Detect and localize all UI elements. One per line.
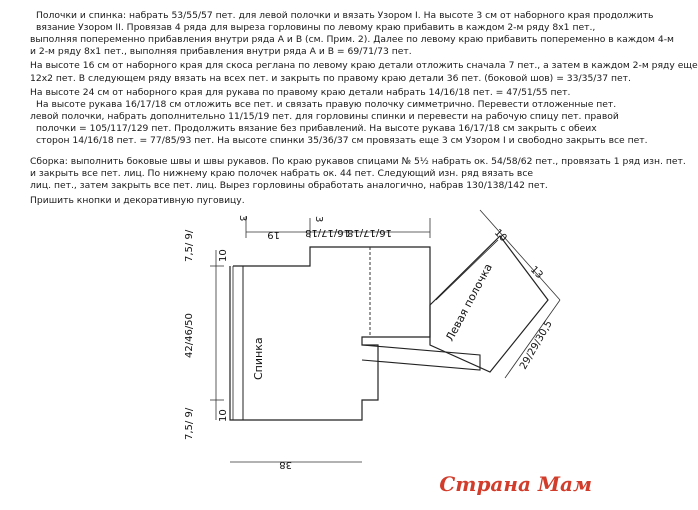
instruction-line-7: На высоте 24 см от наборного края для рукава по правому краю детали набрать 14/16/18 пет. = 47/51/55 пет. <box>30 87 571 98</box>
instruction-line-6: 12х2 пет. В следующем ряду вязать на всех пет. и закрыть по правому краю детали 36 пет. (боковой шов) = 33/35/37 пет. <box>30 73 631 84</box>
instruction-line-2: вязание Узором II. Провязав 4 ряда для выреза горловины по левому краю прибавить в каждом 2-м ряду 8х1 пет., <box>36 22 596 33</box>
instruction-line-15: Пришить кнопки и декоративную пуговицу. <box>30 195 245 206</box>
dim-right-10: 10 <box>491 227 509 245</box>
sleeve-connector <box>362 345 480 370</box>
instruction-line-12: Сборка: выполнить боковые швы и швы рукавов. По краю рукавов спицами № 5½ набрать ок. 54/58/62 пет., провязать 1 ряд изн. пет. <box>30 156 686 167</box>
instruction-line-9: левой полочки, набрать дополнительно 11/15/19 пет. для горловины спинки и перевести на рабочую спицу пет. правой <box>30 111 619 122</box>
dim-top-sleeve: 16/17/18 <box>305 227 350 238</box>
dim-left-75top: 7,5/ 9/ <box>184 229 195 262</box>
dim-left-75bot: 7,5/ 9/ <box>184 407 195 440</box>
instruction-line-3: выполняя попеременно прибавления внутри ряда A и B (см. Прим. 2). Далее по левому краю прибавить попеременно в каждом 4-м <box>30 34 674 45</box>
back-piece-outline <box>230 247 430 420</box>
dim-left-10top: 10 <box>218 249 229 262</box>
label-back: Спинка <box>252 337 265 380</box>
dim-top-3a: 3 <box>237 215 248 222</box>
dim-line-right-2930 <box>505 300 560 378</box>
dim-top-sleeve2: 16/17/18 <box>347 227 392 238</box>
dim-right-2930: 29/29/30,5 <box>518 318 555 372</box>
instruction-line-5: На высоте 16 см от наборного края для скоса реглана по левому краю детали отложить сначала 7 пет., а затем в каждом 2-м ряду еще <box>30 60 698 71</box>
instruction-line-14: лиц. пет., затем закрыть все пет. лиц. Вырез горловины обработать аналогично, набрав 130/138/142 пет. <box>30 180 548 191</box>
watermark-logo: Страна Мам <box>439 472 592 496</box>
instruction-line-11: сторон 14/16/18 пет. = 77/85/93 пет. На высоте спинки 35/36/37 см провязать еще 3 см Узором I и свободно закрыть все пет. <box>36 135 648 146</box>
dim-left-10bot: 10 <box>218 409 229 422</box>
instruction-line-10: полочки = 105/117/129 пет. Продолжить вязание без прибавлений. На высоте рукава 16/17/18 см закрыть с обеих <box>36 123 597 134</box>
instruction-line-1: Полочки и спинка: набрать 53/55/57 пет. для левой полочки и вязать Узором I. На высоте 3 см от наборного края продолжить <box>36 10 654 21</box>
label-left-front: Левая полочка <box>443 261 496 344</box>
dim-left-height: 42/46/50 <box>184 313 195 358</box>
instruction-line-13: и закрыть все пет. лиц. По нижнему краю полочек набрать ок. 44 пет. Следующий изн. ряд вязать все <box>30 168 534 179</box>
dim-bottom-38: 38 <box>279 459 292 470</box>
instruction-line-4: и 2-м ряду 8х1 пет., выполняя прибавления внутри ряда A и B = 69/71/73 пет. <box>30 46 412 57</box>
instruction-line-8: На высоте рукава 16/17/18 см отложить все пет. и связать правую полочку симметрично. Перевести отложенные пет. <box>36 99 617 110</box>
dim-right-13: 13 <box>527 264 545 282</box>
dim-top-3b: 3 <box>313 216 324 223</box>
dim-top-19: 19 <box>267 229 280 240</box>
